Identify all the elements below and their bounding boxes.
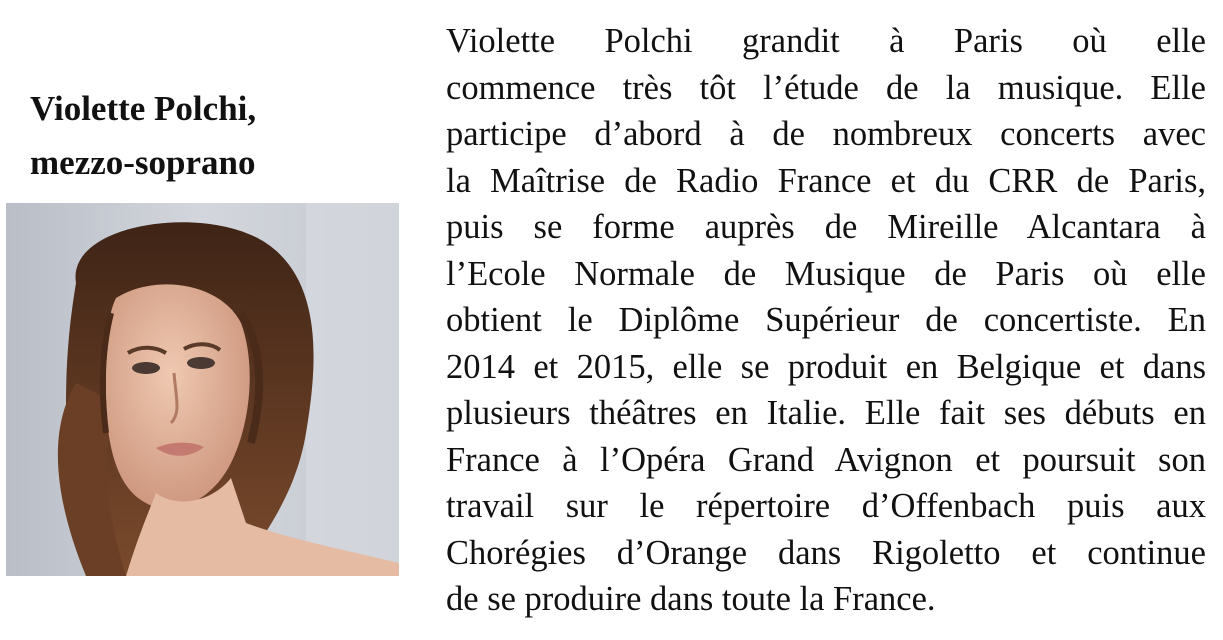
bio-line: l’Ecole Normale de Musique de Paris où elle — [446, 254, 1206, 293]
bio-line: la Maîtrise de Radio France et du CRR de Paris, — [446, 161, 1206, 200]
artist-biography — [446, 18, 1206, 623]
artist-name-heading — [30, 82, 410, 190]
artist-name: Violette Polchi, — [30, 89, 257, 128]
bio-line: Chorégies d’Orange dans Rigoletto et continue — [446, 533, 1206, 572]
bio-line: Violette Polchi grandit à Paris où elle — [446, 22, 1206, 60]
bio-line: de se produire dans toute la France. — [446, 580, 936, 618]
bio-line: 2014 et 2015, elle se produit en Belgique et dans — [446, 347, 1206, 386]
portrait-photo-icon — [6, 203, 399, 576]
bio-line: puis se forme auprès de Mireille Alcantara à — [446, 208, 1206, 246]
bio-line: travail sur le répertoire d’Offenbach puis aux — [446, 487, 1206, 525]
bio-line: plusieurs théâtres en Italie. Elle fait ses débuts en — [446, 394, 1206, 432]
bio-line: obtient le Diplôme Supérieur de concertiste. En — [446, 301, 1206, 339]
bio-line: France à l’Opéra Grand Avignon et poursuit son — [446, 440, 1206, 479]
artist-portrait-photo — [6, 203, 399, 576]
bio-line: participe d’abord à de nombreux concerts avec — [446, 115, 1206, 153]
artist-voice-type: mezzo-soprano — [30, 143, 256, 182]
bio-line: commence très tôt l’étude de la musique. Elle — [446, 68, 1206, 107]
